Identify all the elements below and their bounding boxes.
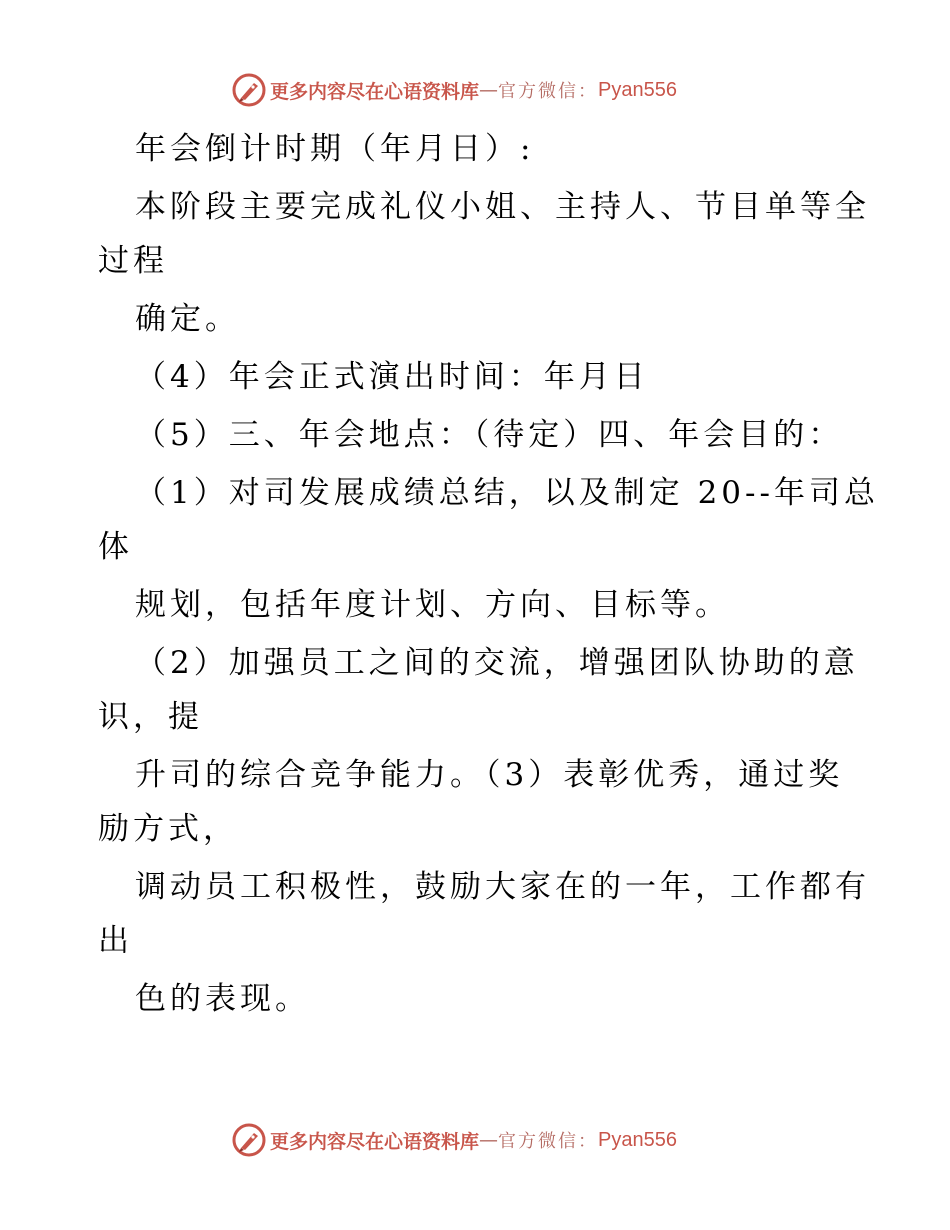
text-line: 年会倒计时期（年月日）: (135, 131, 535, 167)
text-line: 升司的综合竞争能力。（3）表彰优秀，通过奖 (135, 757, 844, 793)
text-line: 本阶段主要完成礼仪小姐、主持人、节目单等全 (135, 189, 870, 225)
text-line: 规划，包括年度计划、方向、目标等。 (135, 587, 730, 623)
watermark-separator: — (479, 1129, 499, 1151)
footer-watermark (232, 1122, 677, 1158)
text-line: 确定。 (135, 301, 240, 337)
text-line: 过程 (98, 243, 168, 279)
document-body (98, 122, 879, 1026)
text-line: 出 (98, 923, 133, 959)
watermark-wechat-id: Pyan556 (598, 1128, 677, 1151)
text-line: （5）三、年会地点：（待定）四、年会目的： (135, 417, 844, 453)
watermark-wechat-label: 官方微信： (498, 1131, 599, 1152)
header-watermark (232, 72, 677, 108)
pen-logo-icon (232, 1123, 266, 1157)
text-line: 识，提 (98, 699, 203, 735)
watermark-site-text: 更多内容尽在心语资料库 (270, 1130, 480, 1153)
text-line: 体 (98, 529, 133, 565)
text-line: 励方式， (98, 811, 238, 847)
pen-logo-icon (232, 73, 266, 107)
watermark-separator: — (479, 79, 499, 101)
text-line: （4）年会正式演出时间：年月日 (135, 359, 649, 395)
text-line: 调动员工积极性，鼓励大家在的一年，工作都有 (135, 869, 870, 905)
watermark-wechat-id: Pyan556 (598, 78, 677, 101)
watermark-wechat-label: 官方微信： (498, 81, 599, 102)
text-line: 色的表现。 (135, 981, 310, 1017)
watermark-site-text: 更多内容尽在心语资料库 (270, 80, 480, 103)
text-line: （1）对司发展成绩总结，以及制定 20--年司总 (135, 475, 879, 511)
text-line: （2）加强员工之间的交流，增强团队协助的意 (135, 645, 859, 681)
